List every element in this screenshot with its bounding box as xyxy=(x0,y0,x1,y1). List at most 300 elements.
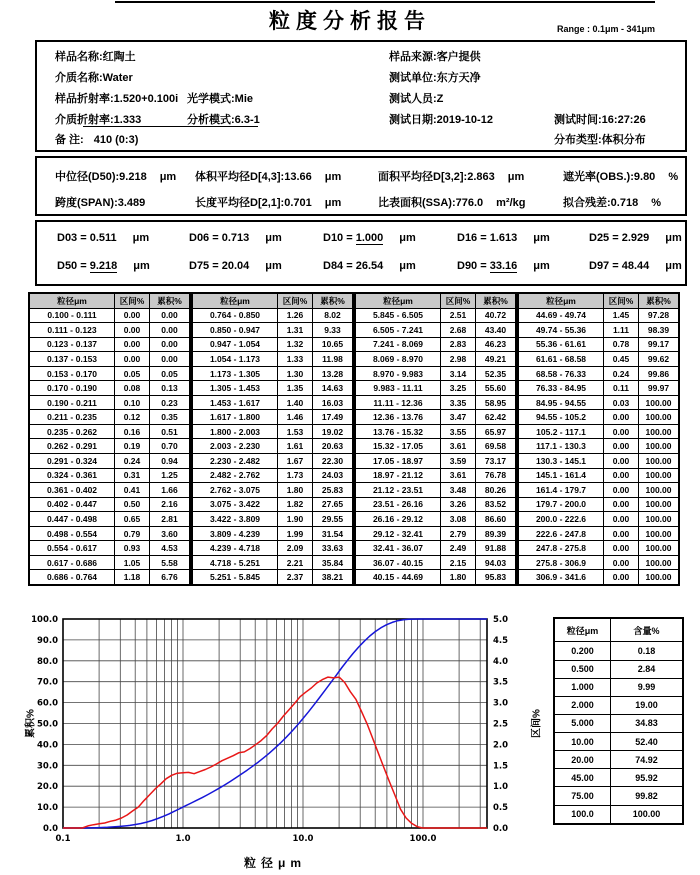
size-table-row xyxy=(355,424,516,439)
size-range-cell: 117.1 - 130.3 xyxy=(518,439,604,454)
field-test-date xyxy=(389,111,493,127)
size-range-cell: 3.075 - 3.422 xyxy=(192,497,278,512)
interval-cell: 0.00 xyxy=(604,555,639,570)
size-table-row xyxy=(192,497,353,512)
size-table-row xyxy=(192,483,353,498)
size-table-row xyxy=(518,337,679,352)
cumulative-cell: 25.83 xyxy=(313,483,354,498)
size-table-row xyxy=(355,395,516,410)
size-table-header: 粒径μm xyxy=(192,293,278,308)
left-axis-tick: 70.0 xyxy=(37,677,58,688)
size-range-cell: 68.58 - 76.33 xyxy=(518,366,604,381)
size-range-cell: 0.361 - 0.402 xyxy=(29,483,115,498)
field-label: 测试人员: xyxy=(389,93,437,105)
size-table-row xyxy=(518,570,679,585)
size-range-cell: 1.453 - 1.617 xyxy=(192,395,278,410)
size-table-row xyxy=(29,555,190,570)
field-value: 410 (0:3) xyxy=(93,134,139,146)
distribution-chart-svg xyxy=(20,598,565,875)
interval-cell: 1.67 xyxy=(278,454,313,469)
size-table-row xyxy=(192,323,353,338)
field-sample-name xyxy=(55,48,136,64)
interval-cell: 3.08 xyxy=(441,512,476,527)
interval-cell: 0.00 xyxy=(604,410,639,425)
stat-text: 跨度(SPAN): xyxy=(55,197,118,209)
interval-cell: 1.61 xyxy=(278,439,313,454)
size-table-header: 区间% xyxy=(441,293,476,308)
cumulative-cell: 2.16 xyxy=(150,497,191,512)
cumulative-cell: 10.65 xyxy=(313,337,354,352)
left-axis-tick: 60.0 xyxy=(37,698,58,709)
interval-cell: 1.80 xyxy=(278,483,313,498)
dvalue-field xyxy=(457,232,550,244)
size-range-cell: 21.12 - 23.51 xyxy=(355,483,441,498)
dvalue-text: μm xyxy=(533,260,550,272)
size-table-header: 粒径μm xyxy=(29,293,115,308)
interval-cell: 0.00 xyxy=(604,512,639,527)
left-axis-tick: 90.0 xyxy=(37,635,58,646)
size-range-cell: 0.498 - 0.554 xyxy=(29,526,115,541)
cumulative-cell: 16.03 xyxy=(313,395,354,410)
interval-cell: 0.03 xyxy=(604,395,639,410)
cumulative-cell: 58.95 xyxy=(476,395,517,410)
size-range-cell: 44.69 - 49.74 xyxy=(518,308,604,323)
size-cell: 5.000 xyxy=(554,714,611,732)
size-table-row xyxy=(518,424,679,439)
dvalue-text: D97 = xyxy=(589,260,622,272)
dvalue-field xyxy=(57,260,150,272)
size-cell: 45.00 xyxy=(554,769,611,787)
size-range-cell: 17.05 - 18.97 xyxy=(355,454,441,469)
interval-cell: 1.32 xyxy=(278,337,313,352)
field-label: 样品折射率: xyxy=(55,93,114,105)
dvalue-text: 20.04 xyxy=(221,260,250,272)
cumulative-cell: 35.84 xyxy=(313,555,354,570)
size-table-row xyxy=(518,483,679,498)
interval-cell: 1.26 xyxy=(278,308,313,323)
interval-cell: 2.83 xyxy=(441,337,476,352)
content-cell: 34.83 xyxy=(611,714,684,732)
size-range-cell: 247.8 - 275.8 xyxy=(518,541,604,556)
field-label: 光学模式: xyxy=(187,93,235,105)
size-table-header: 区间% xyxy=(278,293,313,308)
interval-cell: 3.61 xyxy=(441,439,476,454)
interval-cell: 0.00 xyxy=(604,439,639,454)
dvalue-text: D03 = xyxy=(57,232,90,244)
cumulative-cell: 1.66 xyxy=(150,483,191,498)
cumulative-cell: 20.63 xyxy=(313,439,354,454)
cumulative-cell: 100.00 xyxy=(639,424,680,439)
stat-text: 3.489 xyxy=(117,197,146,209)
cumulative-cell: 27.65 xyxy=(313,497,354,512)
cumulative-cell: 4.53 xyxy=(150,541,191,556)
interval-cell: 0.11 xyxy=(604,381,639,396)
cumulative-cell: 52.35 xyxy=(476,366,517,381)
size-range-cell: 1.054 - 1.173 xyxy=(192,352,278,367)
size-table-header: 粒径μm xyxy=(518,293,604,308)
size-range-cell: 179.7 - 200.0 xyxy=(518,497,604,512)
content-cell: 99.82 xyxy=(611,787,684,805)
cumulative-cell: 69.58 xyxy=(476,439,517,454)
dvalue-field xyxy=(323,232,416,244)
page-title: 粒度分析报告 xyxy=(269,10,431,33)
stat-text: 9.80 xyxy=(633,171,656,183)
size-cell: 0.200 xyxy=(554,642,611,660)
size-table-row xyxy=(355,366,516,381)
size-range-cell: 0.947 - 1.054 xyxy=(192,337,278,352)
content-cell: 100.00 xyxy=(611,805,684,824)
size-table-row xyxy=(518,395,679,410)
interval-cell: 1.82 xyxy=(278,497,313,512)
size-table-row xyxy=(192,512,353,527)
range-label: Range : 0.1μm - 341μm xyxy=(556,24,655,34)
right-axis-tick: 4.0 xyxy=(493,656,509,667)
cumulative-cell: 0.70 xyxy=(150,439,191,454)
field-label: 测试单位: xyxy=(389,72,437,84)
interval-cell: 2.15 xyxy=(441,555,476,570)
content-table xyxy=(553,617,679,825)
size-table-row xyxy=(518,439,679,454)
size-table-row xyxy=(355,555,516,570)
size-range-cell: 275.8 - 306.9 xyxy=(518,555,604,570)
content-table-row xyxy=(554,769,683,787)
size-range-cell: 3.422 - 3.809 xyxy=(192,512,278,527)
interval-cell: 0.24 xyxy=(604,366,639,381)
cumulative-cell: 9.33 xyxy=(313,323,354,338)
cumulative-cell: 99.97 xyxy=(639,381,680,396)
interval-cell: 0.79 xyxy=(115,526,150,541)
cumulative-cell: 99.86 xyxy=(639,366,680,381)
size-table-row xyxy=(29,512,190,527)
left-axis-tick: 20.0 xyxy=(37,782,58,793)
stat-text: m²/kg xyxy=(496,197,526,209)
field-label: 测试日期: xyxy=(389,114,437,126)
interval-cell: 0.00 xyxy=(604,454,639,469)
size-cell: 20.00 xyxy=(554,751,611,769)
size-range-cell: 2.230 - 2.482 xyxy=(192,454,278,469)
size-table-header: 累积% xyxy=(476,293,517,308)
size-range-cell: 84.95 - 94.55 xyxy=(518,395,604,410)
dvalue-text: 26.54 xyxy=(355,260,384,272)
size-table-row xyxy=(518,541,679,556)
dvalue-text: 33.16 xyxy=(489,260,518,272)
interval-cell: 0.12 xyxy=(115,410,150,425)
size-table-row xyxy=(192,468,353,483)
size-table-row xyxy=(29,395,190,410)
cumulative-cell: 80.26 xyxy=(476,483,517,498)
stat-text: 9.218 xyxy=(119,171,147,183)
size-table-row xyxy=(355,323,516,338)
content-cell: 74.92 xyxy=(611,751,684,769)
interval-cell: 2.21 xyxy=(278,555,313,570)
interval-cell: 1.11 xyxy=(604,323,639,338)
size-table-row xyxy=(29,366,190,381)
interval-cell: 2.79 xyxy=(441,526,476,541)
dvalue-text: μm xyxy=(265,260,282,272)
size-table-group xyxy=(191,292,354,586)
field-label: 样品来源: xyxy=(389,51,437,63)
size-range-cell: 0.764 - 0.850 xyxy=(192,308,278,323)
stat-text: 遮光率(OBS.): xyxy=(563,171,634,183)
cumulative-cell: 14.63 xyxy=(313,381,354,396)
size-table-row xyxy=(29,352,190,367)
interval-cell: 0.00 xyxy=(604,483,639,498)
field-value: 红陶土 xyxy=(102,51,136,63)
cumulative-cell: 99.62 xyxy=(639,352,680,367)
size-range-cell: 105.2 - 117.1 xyxy=(518,424,604,439)
right-axis-title: 区间% xyxy=(531,709,543,738)
size-range-cell: 5.845 - 6.505 xyxy=(355,308,441,323)
size-table-row xyxy=(192,352,353,367)
right-axis-tick: 1.5 xyxy=(493,761,509,772)
size-table-row xyxy=(518,366,679,381)
cumulative-cell: 8.02 xyxy=(313,308,354,323)
stat-text: μm xyxy=(159,171,177,183)
size-range-cell: 0.123 - 0.137 xyxy=(29,337,115,352)
size-table-row xyxy=(29,541,190,556)
cumulative-cell: 98.39 xyxy=(639,323,680,338)
dvalues-box xyxy=(35,220,687,286)
interval-cell: 0.50 xyxy=(115,497,150,512)
stat-text: 拟合残差: xyxy=(563,197,611,209)
right-axis-tick: 5.0 xyxy=(493,615,509,625)
size-table-row xyxy=(518,526,679,541)
cumulative-cell: 1.25 xyxy=(150,468,191,483)
size-range-cell: 0.324 - 0.361 xyxy=(29,468,115,483)
interval-cell: 3.47 xyxy=(441,410,476,425)
cumulative-cell: 91.88 xyxy=(476,541,517,556)
stat-field xyxy=(55,168,176,184)
right-axis-tick: 0.0 xyxy=(493,824,509,834)
left-axis-tick: 40.0 xyxy=(37,740,58,751)
interval-cell: 1.99 xyxy=(278,526,313,541)
interval-cell: 1.46 xyxy=(278,410,313,425)
size-table-row xyxy=(355,541,516,556)
interval-cell: 3.14 xyxy=(441,366,476,381)
cumulative-cell: 0.23 xyxy=(150,395,191,410)
size-range-cell: 18.97 - 21.12 xyxy=(355,468,441,483)
content-table-grid xyxy=(553,617,684,825)
dvalue-text: 9.218 xyxy=(89,260,118,272)
size-table-row xyxy=(29,424,190,439)
stat-text: 0.718 xyxy=(610,197,639,209)
size-cell: 2.000 xyxy=(554,696,611,714)
field-test-time xyxy=(554,111,646,127)
dvalue-field xyxy=(189,260,282,272)
field-label: 介质折射率: xyxy=(55,114,114,126)
field-value: 16:27:26 xyxy=(601,114,646,126)
cumulative-cell: 100.00 xyxy=(639,570,680,585)
cumulative-cell: 86.60 xyxy=(476,512,517,527)
interval-cell: 3.59 xyxy=(441,454,476,469)
size-range-cell: 1.617 - 1.800 xyxy=(192,410,278,425)
size-table-row xyxy=(29,526,190,541)
stat-text: % xyxy=(668,171,679,183)
field-label: 介质名称: xyxy=(55,72,103,84)
stat-field xyxy=(195,194,341,210)
stat-text: 比表面积(SSA): xyxy=(378,197,456,209)
size-range-cell: 49.74 - 55.36 xyxy=(518,323,604,338)
dvalue-text: D06 = xyxy=(189,232,222,244)
content-cell: 95.92 xyxy=(611,769,684,787)
content-table-row xyxy=(554,733,683,751)
size-range-cell: 29.12 - 32.41 xyxy=(355,526,441,541)
interval-cell: 0.78 xyxy=(604,337,639,352)
stat-text: 中位径(D50): xyxy=(55,171,120,183)
cumulative-cell: 40.72 xyxy=(476,308,517,323)
cumulative-cell: 100.00 xyxy=(639,468,680,483)
size-table-row xyxy=(192,337,353,352)
cumulative-cell: 3.60 xyxy=(150,526,191,541)
size-table-row xyxy=(355,337,516,352)
size-range-cell: 145.1 - 161.4 xyxy=(518,468,604,483)
cumulative-cell: 0.13 xyxy=(150,381,191,396)
interval-cell: 1.31 xyxy=(278,323,313,338)
size-table-row xyxy=(518,308,679,323)
size-table-row xyxy=(355,526,516,541)
stat-text: 2.863 xyxy=(467,171,495,183)
size-range-cell: 130.3 - 145.1 xyxy=(518,454,604,469)
stats-box xyxy=(35,156,687,216)
stat-text: 13.66 xyxy=(284,171,312,183)
size-table-header: 累积% xyxy=(313,293,354,308)
content-cell: 9.99 xyxy=(611,678,684,696)
interval-cell: 0.19 xyxy=(115,439,150,454)
size-table-row xyxy=(518,381,679,396)
right-axis-tick: 2.0 xyxy=(493,740,509,751)
size-table-row xyxy=(355,454,516,469)
cumulative-cell: 13.28 xyxy=(313,366,354,381)
dvalue-text: D90 = xyxy=(457,260,490,272)
size-table-row xyxy=(29,570,190,585)
field-medium-ri xyxy=(55,111,141,127)
field-value: Mie xyxy=(234,93,254,105)
x-axis-tick: 1.0 xyxy=(175,834,191,844)
size-range-cell: 32.41 - 36.07 xyxy=(355,541,441,556)
interval-cell: 1.73 xyxy=(278,468,313,483)
cumulative-cell: 5.58 xyxy=(150,555,191,570)
dvalue-text: D75 = xyxy=(189,260,222,272)
size-range-cell: 1.305 - 1.453 xyxy=(192,381,278,396)
field-distribution-type xyxy=(554,131,646,147)
size-range-cell: 8.069 - 8.970 xyxy=(355,352,441,367)
cumulative-cell: 89.39 xyxy=(476,526,517,541)
size-table-header: 累积% xyxy=(150,293,191,308)
right-axis-tick: 4.5 xyxy=(493,635,509,646)
size-range-cell: 0.100 - 0.111 xyxy=(29,308,115,323)
x-axis-title: 粒径μm xyxy=(243,856,306,870)
cumulative-cell: 100.00 xyxy=(639,454,680,469)
content-table-row xyxy=(554,805,683,824)
size-table-row xyxy=(29,454,190,469)
size-range-cell: 0.211 - 0.235 xyxy=(29,410,115,425)
size-table-row xyxy=(355,381,516,396)
interval-cell: 1.53 xyxy=(278,424,313,439)
dvalue-text: D10 = xyxy=(323,232,356,244)
size-range-cell: 0.262 - 0.291 xyxy=(29,439,115,454)
cumulative-cell: 100.00 xyxy=(639,395,680,410)
dvalue-text: 1.613 xyxy=(489,232,518,244)
cumulative-cell: 46.23 xyxy=(476,337,517,352)
size-table-row xyxy=(29,323,190,338)
field-test-org xyxy=(389,69,481,85)
size-table-row xyxy=(355,308,516,323)
left-axis-tick: 0.0 xyxy=(42,824,58,834)
interval-cell: 0.00 xyxy=(604,424,639,439)
size-range-cell: 0.137 - 0.153 xyxy=(29,352,115,367)
dvalue-text: D25 = xyxy=(589,232,622,244)
cumulative-cell: 83.52 xyxy=(476,497,517,512)
size-range-cell: 2.762 - 3.075 xyxy=(192,483,278,498)
size-table-row xyxy=(192,526,353,541)
cumulative-cell: 100.00 xyxy=(639,541,680,556)
cumulative-cell: 38.21 xyxy=(313,570,354,585)
size-range-cell: 161.4 - 179.7 xyxy=(518,483,604,498)
interval-cell: 2.98 xyxy=(441,352,476,367)
stat-text: μm xyxy=(324,171,342,183)
right-axis-tick: 1.0 xyxy=(493,782,509,793)
cumulative-cell: 73.17 xyxy=(476,454,517,469)
size-range-cell: 2.482 - 2.762 xyxy=(192,468,278,483)
content-table-row xyxy=(554,642,683,660)
interval-cell: 0.05 xyxy=(115,366,150,381)
interval-cell: 3.35 xyxy=(441,395,476,410)
field-label: 分析模式: xyxy=(187,114,235,126)
size-range-cell: 0.190 - 0.211 xyxy=(29,395,115,410)
size-table-row xyxy=(355,512,516,527)
size-table-row xyxy=(192,570,353,585)
size-range-cell: 13.76 - 15.32 xyxy=(355,424,441,439)
interval-cell: 1.18 xyxy=(115,570,150,585)
stat-field xyxy=(563,194,661,210)
dvalue-text: 2.929 xyxy=(621,232,650,244)
size-table-group xyxy=(517,292,680,586)
dvalue-text: D16 = xyxy=(457,232,490,244)
dvalue-text: μm xyxy=(399,232,416,244)
cumulative-cell: 55.60 xyxy=(476,381,517,396)
cumulative-cell: 0.00 xyxy=(150,323,191,338)
size-range-cell: 2.003 - 2.230 xyxy=(192,439,278,454)
interval-cell: 0.00 xyxy=(115,352,150,367)
cumulative-cell: 43.40 xyxy=(476,323,517,338)
left-axis-tick: 10.0 xyxy=(37,803,58,814)
field-value: 客户提供 xyxy=(436,51,481,63)
size-range-cell: 8.970 - 9.983 xyxy=(355,366,441,381)
size-table-row xyxy=(355,483,516,498)
field-analysis-mode xyxy=(187,111,260,127)
size-cell: 1.000 xyxy=(554,678,611,696)
size-range-cell: 23.51 - 26.16 xyxy=(355,497,441,512)
interval-cell: 2.49 xyxy=(441,541,476,556)
interval-cell: 2.68 xyxy=(441,323,476,338)
cumulative-cell: 6.76 xyxy=(150,570,191,585)
interval-cell: 0.00 xyxy=(115,337,150,352)
top-rule xyxy=(115,1,655,3)
size-table-header: 区间% xyxy=(115,293,150,308)
left-axis-tick: 100.0 xyxy=(31,615,58,625)
size-range-cell: 6.505 - 7.241 xyxy=(355,323,441,338)
cumulative-cell: 49.21 xyxy=(476,352,517,367)
size-range-cell: 200.0 - 222.6 xyxy=(518,512,604,527)
left-axis-tick: 50.0 xyxy=(37,719,58,730)
field-label: 备 注: xyxy=(55,134,84,146)
cumulative-cell: 0.05 xyxy=(150,366,191,381)
interval-cell: 1.80 xyxy=(441,570,476,585)
cumulative-cell: 65.97 xyxy=(476,424,517,439)
cumulative-cell: 17.49 xyxy=(313,410,354,425)
left-axis-tick: 30.0 xyxy=(37,761,58,772)
field-value: 东方天净 xyxy=(436,72,481,84)
